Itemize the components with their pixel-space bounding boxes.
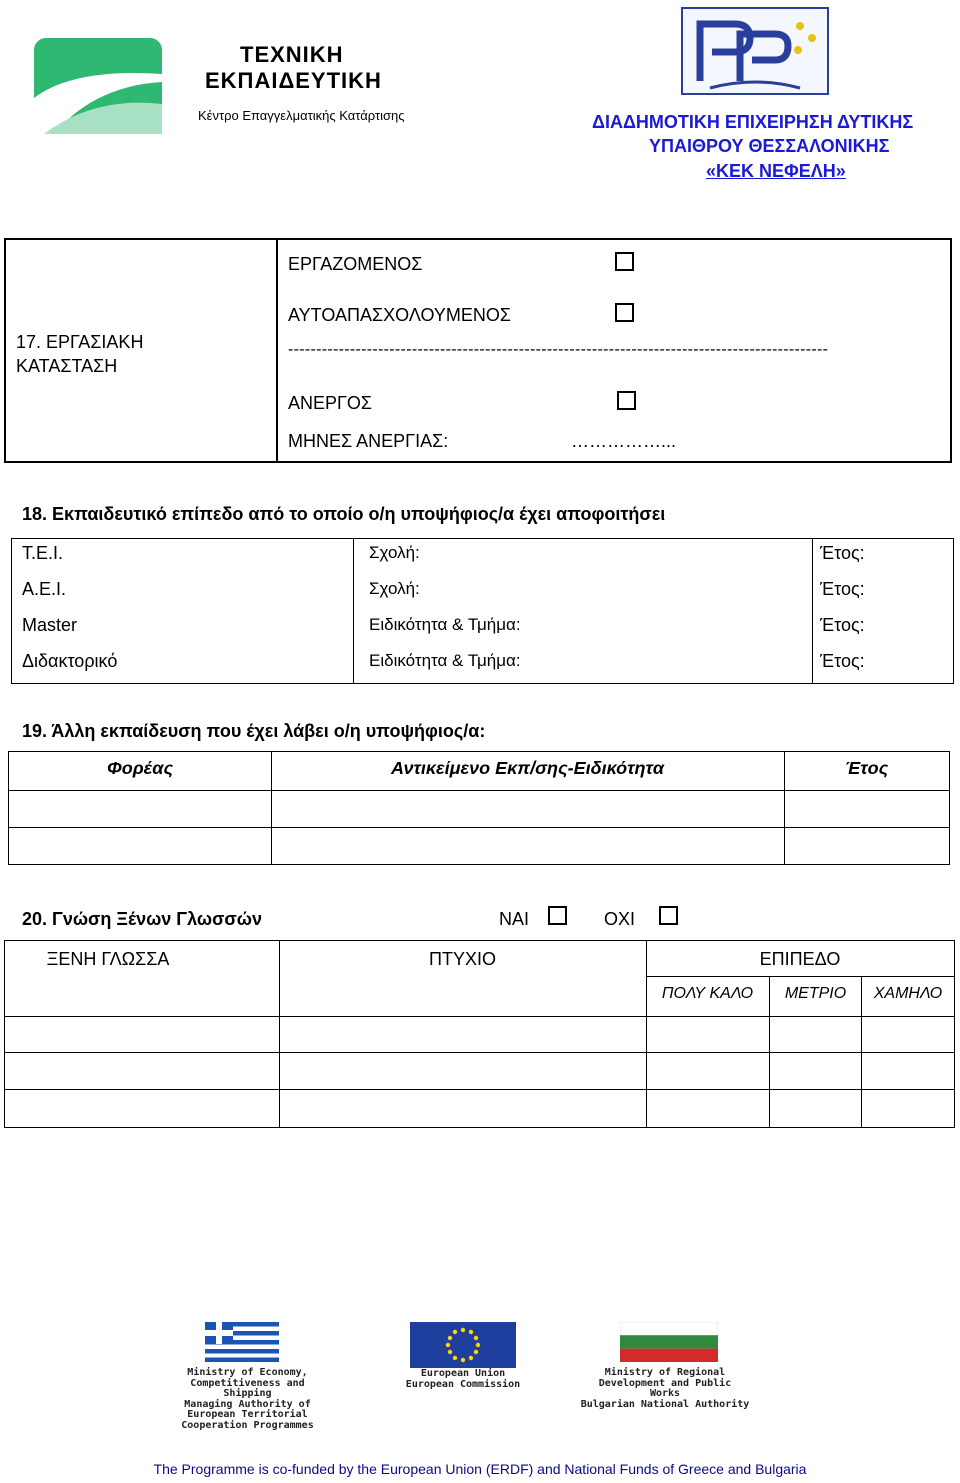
lang-no-label: ΟΧΙ <box>604 909 636 929</box>
greece-text-6: Cooperation Programmes <box>181 1419 314 1431</box>
logo-title-2: ΕΚΠΑΙΔΕΥΤΙΚΗ <box>205 68 382 93</box>
section-20-table <box>4 940 955 1128</box>
lang-no-checkbox[interactable] <box>659 906 678 925</box>
bulgaria-text-4: Bulgarian National Authority <box>580 1398 750 1410</box>
s20-level-low: ΧΑΜΗΛΟ <box>873 985 943 1002</box>
s19-cell-r2-c3[interactable] <box>785 828 949 864</box>
bulgaria-text-2: Development and Public <box>598 1377 732 1389</box>
s19-cell-r1-c3[interactable] <box>785 791 949 827</box>
row-master-level: Master <box>22 615 78 635</box>
s19-header-subject: Αντικείμενο Εκπ/σης-Ειδικότητα <box>390 758 664 778</box>
greece-flag-icon <box>205 1322 279 1367</box>
s20-header-degree: ΠΤΥΧΙΟ <box>428 949 496 969</box>
org-name-3: «ΚΕΚ ΝΕΦΕΛΗ» <box>706 161 846 181</box>
col-divider-2 <box>812 539 813 683</box>
s20-row-div-4 <box>5 1089 954 1090</box>
row-master-field[interactable]: Ειδικότητα & Τμήμα: <box>369 615 521 634</box>
s20-header-level: ΕΠΙΠΕΔΟ <box>759 949 841 969</box>
s20-row-div-2 <box>5 1016 954 1017</box>
section-18-title: 18. Εκπαιδευτικό επίπεδο από το οποίο ο/η υποψήφιος/α έχει αποφοιτήσει <box>22 504 666 524</box>
org-name-2: ΥΠΑΙΘΡΟΥ ΘΕΣΣΑΛΟΝΙΚΗΣ <box>649 136 890 156</box>
opt-unemployed-checkbox[interactable] <box>617 391 636 410</box>
col-divider-1 <box>353 539 354 683</box>
opt-employed-checkbox[interactable] <box>615 252 634 271</box>
row-tei-level: Τ.Ε.Ι. <box>22 543 64 563</box>
s20-row-div-3 <box>5 1052 954 1053</box>
left-logo-icon <box>34 38 162 134</box>
row-aei-field[interactable]: Σχολή: <box>369 579 420 598</box>
row-aei-year[interactable]: Έτος: <box>820 579 865 599</box>
opt-unemployed-label: ΑΝΕΡΓΟΣ <box>288 393 373 413</box>
section-17-separator: ------------------------------------------------------------------------------------------------ <box>288 341 829 358</box>
s20-header-language: ΞΕΝΗ ΓΛΩΣΣΑ <box>46 949 170 969</box>
lang-yes-label: ΝΑΙ <box>499 909 530 929</box>
s19-cell-r1-c2[interactable] <box>272 791 784 827</box>
row-phd-field[interactable]: Ειδικότητα & Τμήμα: <box>369 651 521 670</box>
row-master-year[interactable]: Έτος: <box>820 615 865 635</box>
row-tei-field[interactable]: Σχολή: <box>369 543 420 562</box>
eu-text <box>378 1368 548 1390</box>
section-17-divider <box>276 240 278 463</box>
s19-header-year: Έτος <box>844 758 889 778</box>
cofunded-note: The Programme is co-funded by the European Union (ERDF) and National Funds of Greece and Bulgaria <box>153 1461 807 1477</box>
left-logo <box>34 38 162 134</box>
section-19-table <box>8 751 950 865</box>
row-tei-year[interactable]: Έτος: <box>820 543 865 563</box>
section-18-table <box>11 538 954 684</box>
section-19-title: 19. Άλλη εκπαίδευση που έχει λάβει ο/η υποψήφιος/α: <box>22 721 486 741</box>
greece-text-1: Ministry of Economy, <box>187 1367 308 1378</box>
opt-employed-label: ΕΡΓΑΖΟΜΕΝΟΣ <box>288 254 423 274</box>
s19-header-organization: Φορέας <box>106 758 174 778</box>
s20-row-div-1 <box>646 976 954 977</box>
opt-self-label: ΑΥΤΟΑΠΑΣΧΟΛΟΥΜΕΝΟΣ <box>288 305 512 325</box>
greece-text-3: Shipping <box>223 1388 272 1399</box>
greece-text-4: Managing Authority of <box>184 1398 311 1410</box>
s19-cell-r2-c2[interactable] <box>272 828 784 864</box>
org-name-1: ΔΙΑΔΗΜΟΤΙΚΗ ΕΠΙΧΕΙΡΗΣΗ ΔΥΤΙΚΗΣ <box>592 112 914 132</box>
bulgaria-text-3: Works <box>649 1388 681 1399</box>
row-phd-year[interactable]: Έτος: <box>820 651 865 671</box>
logo-subtitle: Κέντρο Επαγγελματικής Κατάρτισης <box>198 108 405 123</box>
bulgaria-flag-icon <box>620 1322 718 1367</box>
s19-cell-r1-c1[interactable] <box>9 791 271 827</box>
eu-flag-icon <box>410 1322 516 1373</box>
bulgaria-ministry-text <box>555 1368 775 1410</box>
greece-text-2: Competitiveness and <box>190 1377 305 1389</box>
kek-logo <box>680 6 830 96</box>
months-label: ΜΗΝΕΣ ΑΝΕΡΓΙΑΣ: <box>288 431 449 451</box>
bulgaria-text-1: Ministry of Regional <box>604 1367 726 1378</box>
kek-logo-icon <box>680 6 830 96</box>
eu-text-2: European Commission <box>405 1379 521 1390</box>
section-20-title: 20. Γνώση Ξένων Γλωσσών <box>22 909 262 929</box>
eu-text-1: European Union <box>420 1368 506 1379</box>
greece-ministry-text <box>160 1368 335 1431</box>
s20-level-good: ΠΟΛΥ ΚΑΛΟ <box>661 985 754 1002</box>
opt-self-checkbox[interactable] <box>615 303 634 322</box>
logo-title-1: ΤΕΧΝΙΚΗ <box>240 42 344 67</box>
months-value-field[interactable]: ……………... <box>571 431 677 451</box>
row-aei-level: Α.Ε.Ι. <box>22 579 67 599</box>
section-17-box <box>4 238 952 463</box>
row-phd-level: Διδακτορικό <box>22 651 118 671</box>
section-17-label: 17. ΕΡΓΑΣΙΑΚΗ ΚΑΤΑΣΤΑΣΗ <box>16 332 144 376</box>
s19-cell-r2-c1[interactable] <box>9 828 271 864</box>
lang-yes-checkbox[interactable] <box>548 906 567 925</box>
greece-text-5: European Territorial <box>187 1409 308 1420</box>
s20-level-mid: ΜΕΤΡΙΟ <box>784 985 847 1002</box>
